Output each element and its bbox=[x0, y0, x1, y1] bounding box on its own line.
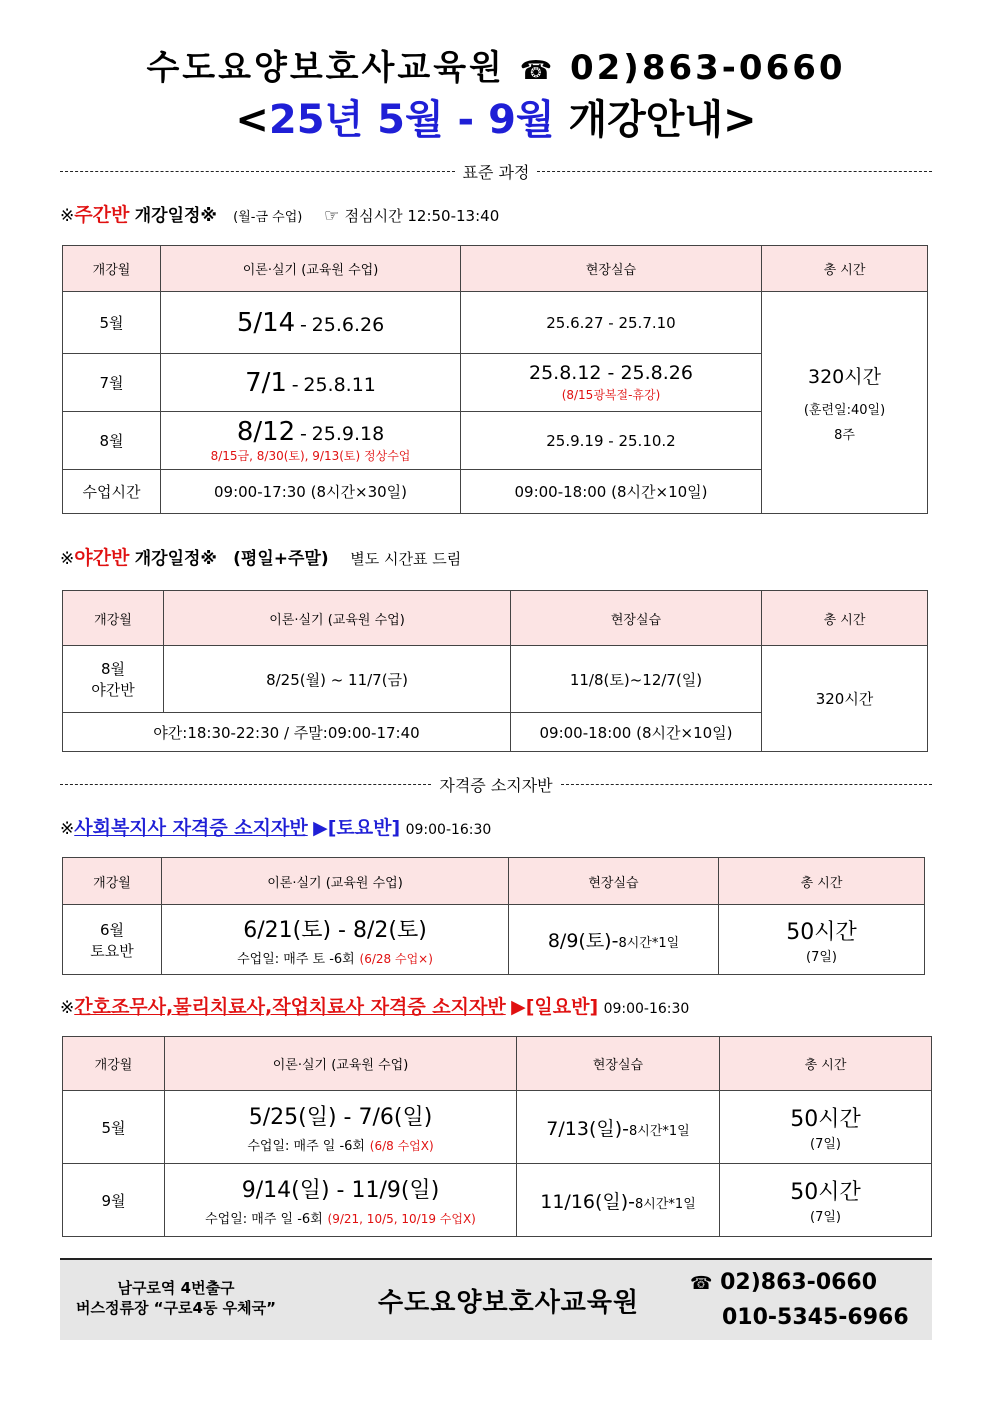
header-cell: 총 시간 bbox=[719, 858, 925, 905]
practice-main: 11/16(일)- bbox=[540, 1190, 636, 1213]
practice-sub: 8시간*1일 bbox=[618, 936, 680, 951]
theory-cell: 8/25(월) ~ 11/7(금) bbox=[164, 646, 511, 713]
month-cell: 5월 bbox=[63, 1091, 165, 1164]
total-hours: 320시간 bbox=[808, 366, 881, 388]
divider-cert bbox=[60, 773, 932, 795]
org-header bbox=[0, 40, 992, 89]
nurse-time: 09:00-16:30 bbox=[603, 1001, 690, 1017]
theory-note-red: (9/21, 10/5, 10/19 수업X) bbox=[327, 1212, 476, 1226]
social-name: 사회복지사 자격증 소지자반 bbox=[74, 817, 308, 839]
theory-note: 수업일: 매주 일 -6회 bbox=[247, 1139, 365, 1154]
theory-dates: 9/14(일) - 11/9(일) bbox=[241, 1178, 440, 1203]
nurse-tag: ▶[일요반] bbox=[511, 996, 599, 1018]
practice-cell: 25.6.27 - 25.7.10 bbox=[461, 292, 762, 354]
table-row bbox=[63, 646, 928, 713]
theory-end: 25.6.26 bbox=[311, 313, 385, 336]
org-name: 수도요양보호사교육원 bbox=[146, 48, 505, 88]
social-tag: ▶[토요반] bbox=[313, 817, 401, 839]
dash: - bbox=[300, 313, 307, 336]
practice-cell bbox=[509, 905, 719, 975]
table-row bbox=[63, 905, 925, 975]
theory-cell bbox=[161, 292, 461, 354]
table-row bbox=[63, 1164, 932, 1237]
practice-cell: 25.9.19 - 25.10.2 bbox=[461, 412, 762, 470]
practice-cell bbox=[517, 1091, 720, 1164]
weekday-heading bbox=[60, 200, 499, 227]
practice-hours: 09:00-18:00 (8시간×10일) bbox=[461, 470, 762, 514]
theory-cell bbox=[165, 1164, 517, 1237]
total-note: (7일) bbox=[810, 1210, 841, 1225]
header-cell: 현장실습 bbox=[517, 1037, 720, 1091]
lunch-time: 점심시간 12:50-13:40 bbox=[344, 207, 500, 225]
theory-start: 5/14 bbox=[236, 307, 296, 338]
month-cell: 5월 bbox=[63, 292, 161, 354]
month-cell: 9월 bbox=[63, 1164, 165, 1237]
footer bbox=[60, 1258, 932, 1340]
month-cell: 8월 bbox=[63, 412, 161, 470]
night-note: (평일+주말) bbox=[233, 549, 329, 569]
header-cell: 현장실습 bbox=[511, 591, 762, 646]
total-hours: 50시간 bbox=[790, 1180, 861, 1205]
nurse-heading bbox=[60, 992, 689, 1019]
header-cell: 총 시간 bbox=[762, 591, 928, 646]
mark: ※ bbox=[60, 206, 75, 226]
theory-note: 8/15금, 8/30(토), 9/13(토) 정상수업 bbox=[210, 449, 411, 463]
practice-sub: 8시간*1일 bbox=[635, 1196, 696, 1212]
mark: ※ bbox=[60, 819, 75, 839]
theory-note: 수업일: 매주 일 -6회 bbox=[205, 1212, 323, 1227]
night-name: 야간반 bbox=[74, 547, 130, 569]
header-cell: 이론·실기 (교육원 수업) bbox=[162, 858, 509, 905]
theory-note-red: (6/8 수업X) bbox=[369, 1139, 434, 1153]
nurse-table bbox=[62, 1036, 932, 1237]
header-cell: 개강월 bbox=[63, 1037, 165, 1091]
night-note2: 별도 시간표 드림 bbox=[350, 550, 462, 568]
practice-cell bbox=[461, 354, 762, 412]
footer-phone2: 010-5345-6966 bbox=[722, 1305, 909, 1330]
location-line2: 버스정류장 “구로4동 우체국” bbox=[76, 1299, 276, 1317]
weekday-name: 주간반 bbox=[74, 204, 130, 226]
social-table bbox=[62, 857, 925, 975]
theory-start: 8/12 bbox=[236, 417, 296, 447]
total-note1: (훈련일:40일) bbox=[803, 403, 886, 418]
phone-icon: ☎ bbox=[690, 1273, 713, 1294]
header-cell: 이론·실기 (교육원 수업) bbox=[164, 591, 511, 646]
total-cell bbox=[720, 1091, 932, 1164]
header-cell: 이론·실기 (교육원 수업) bbox=[161, 246, 461, 292]
theory-cell bbox=[161, 354, 461, 412]
month-line1: 6월 bbox=[99, 920, 125, 939]
footer-location bbox=[76, 1278, 276, 1318]
practice-main: 7/13(일)- bbox=[546, 1117, 629, 1140]
month-line2: 토요반 bbox=[90, 941, 134, 960]
practice-cell bbox=[517, 1164, 720, 1237]
header-cell: 개강월 bbox=[63, 246, 161, 292]
table-row bbox=[63, 1091, 932, 1164]
theory-end: 25.8.11 bbox=[303, 373, 376, 396]
divider-standard-label: 표준 과정 bbox=[462, 162, 530, 182]
practice-cell: 11/8(토)~12/7(일) bbox=[511, 646, 762, 713]
title-period: 25년 5월 - 9월 bbox=[268, 97, 555, 143]
pointing-hand-icon: ☞ bbox=[323, 206, 340, 226]
total-note2: 8주 bbox=[834, 428, 855, 443]
divider-cert-label: 자격증 소지자반 bbox=[439, 775, 553, 795]
header-cell: 개강월 bbox=[63, 858, 162, 905]
theory-cell bbox=[161, 412, 461, 470]
total-cell bbox=[762, 292, 928, 514]
night-heading bbox=[60, 543, 461, 570]
nurse-name: 간호조무사,물리치료사,작업치료사 자격증 소지자반 bbox=[74, 996, 506, 1018]
theory-note: 수업일: 매주 토 -6회 bbox=[237, 951, 355, 967]
month-line1: 8월 bbox=[100, 660, 126, 678]
table-row bbox=[63, 292, 928, 354]
header-cell: 총 시간 bbox=[720, 1037, 932, 1091]
month-cell bbox=[63, 646, 164, 713]
total-hours: 50시간 bbox=[786, 919, 857, 945]
theory-cell bbox=[162, 905, 509, 975]
header-cell: 이론·실기 (교육원 수업) bbox=[165, 1037, 517, 1091]
header-cell: 현장실습 bbox=[509, 858, 719, 905]
total-note: (7일) bbox=[810, 1137, 841, 1152]
phone-icon: ☎ bbox=[519, 56, 556, 86]
month-cell bbox=[63, 905, 162, 975]
dash: - bbox=[291, 373, 299, 396]
title-open: < bbox=[235, 97, 269, 143]
practice-dates: 25.8.12 - 25.8.26 bbox=[529, 362, 693, 384]
total-cell: 320시간 bbox=[762, 646, 928, 752]
footer-phones bbox=[690, 1266, 909, 1335]
header-phone: 02)863-0660 bbox=[569, 48, 846, 88]
weekday-table bbox=[62, 245, 928, 514]
hours-label: 수업시간 bbox=[63, 470, 161, 514]
weekday-note: (월-금 수업) bbox=[233, 210, 303, 225]
practice-main: 8/9(토)- bbox=[547, 930, 619, 952]
practice-hours: 09:00-18:00 (8시간×10일) bbox=[511, 713, 762, 752]
location-line1: 남구로역 4번출구 bbox=[117, 1279, 235, 1297]
theory-note-red: (6/28 수업×) bbox=[359, 951, 433, 966]
header-cell: 현장실습 bbox=[461, 246, 762, 292]
theory-dates: 6/21(토) - 8/2(토) bbox=[243, 917, 427, 943]
practice-sub: 8시간*1일 bbox=[628, 1123, 690, 1139]
title-rest: 개강안내> bbox=[568, 97, 757, 143]
total-cell bbox=[719, 905, 925, 975]
total-hours: 50시간 bbox=[790, 1107, 861, 1132]
theory-hours: 09:00-17:30 (8시간×30일) bbox=[161, 470, 461, 514]
dash: - bbox=[300, 423, 307, 445]
theory-hours: 야간:18:30-22:30 / 주말:09:00-17:40 bbox=[63, 713, 511, 752]
month-cell: 7월 bbox=[63, 354, 161, 412]
total-cell bbox=[720, 1164, 932, 1237]
footer-org-name: 수도요양보호사교육원 bbox=[378, 1288, 640, 1318]
social-time: 09:00-16:30 bbox=[405, 822, 492, 838]
social-heading bbox=[60, 813, 491, 840]
theory-end: 25.9.18 bbox=[311, 423, 385, 445]
theory-dates: 5/25(일) - 7/6(일) bbox=[248, 1105, 433, 1130]
header-cell: 개강월 bbox=[63, 591, 164, 646]
night-table bbox=[62, 590, 928, 752]
divider-standard bbox=[60, 160, 932, 182]
practice-note: (8/15광복절-휴강) bbox=[561, 388, 661, 402]
footer-phone1: 02)863-0660 bbox=[720, 1270, 878, 1295]
theory-start: 7/1 bbox=[245, 367, 287, 398]
theory-cell bbox=[165, 1091, 517, 1164]
page-title bbox=[0, 88, 992, 145]
total-note: (7일) bbox=[806, 949, 837, 965]
weekday-label: 개강일정※ bbox=[134, 206, 217, 226]
header-cell: 총 시간 bbox=[762, 246, 928, 292]
mark: ※ bbox=[60, 549, 75, 569]
mark: ※ bbox=[60, 998, 75, 1018]
month-line2: 야간반 bbox=[91, 681, 135, 699]
night-label: 개강일정※ bbox=[134, 549, 217, 569]
